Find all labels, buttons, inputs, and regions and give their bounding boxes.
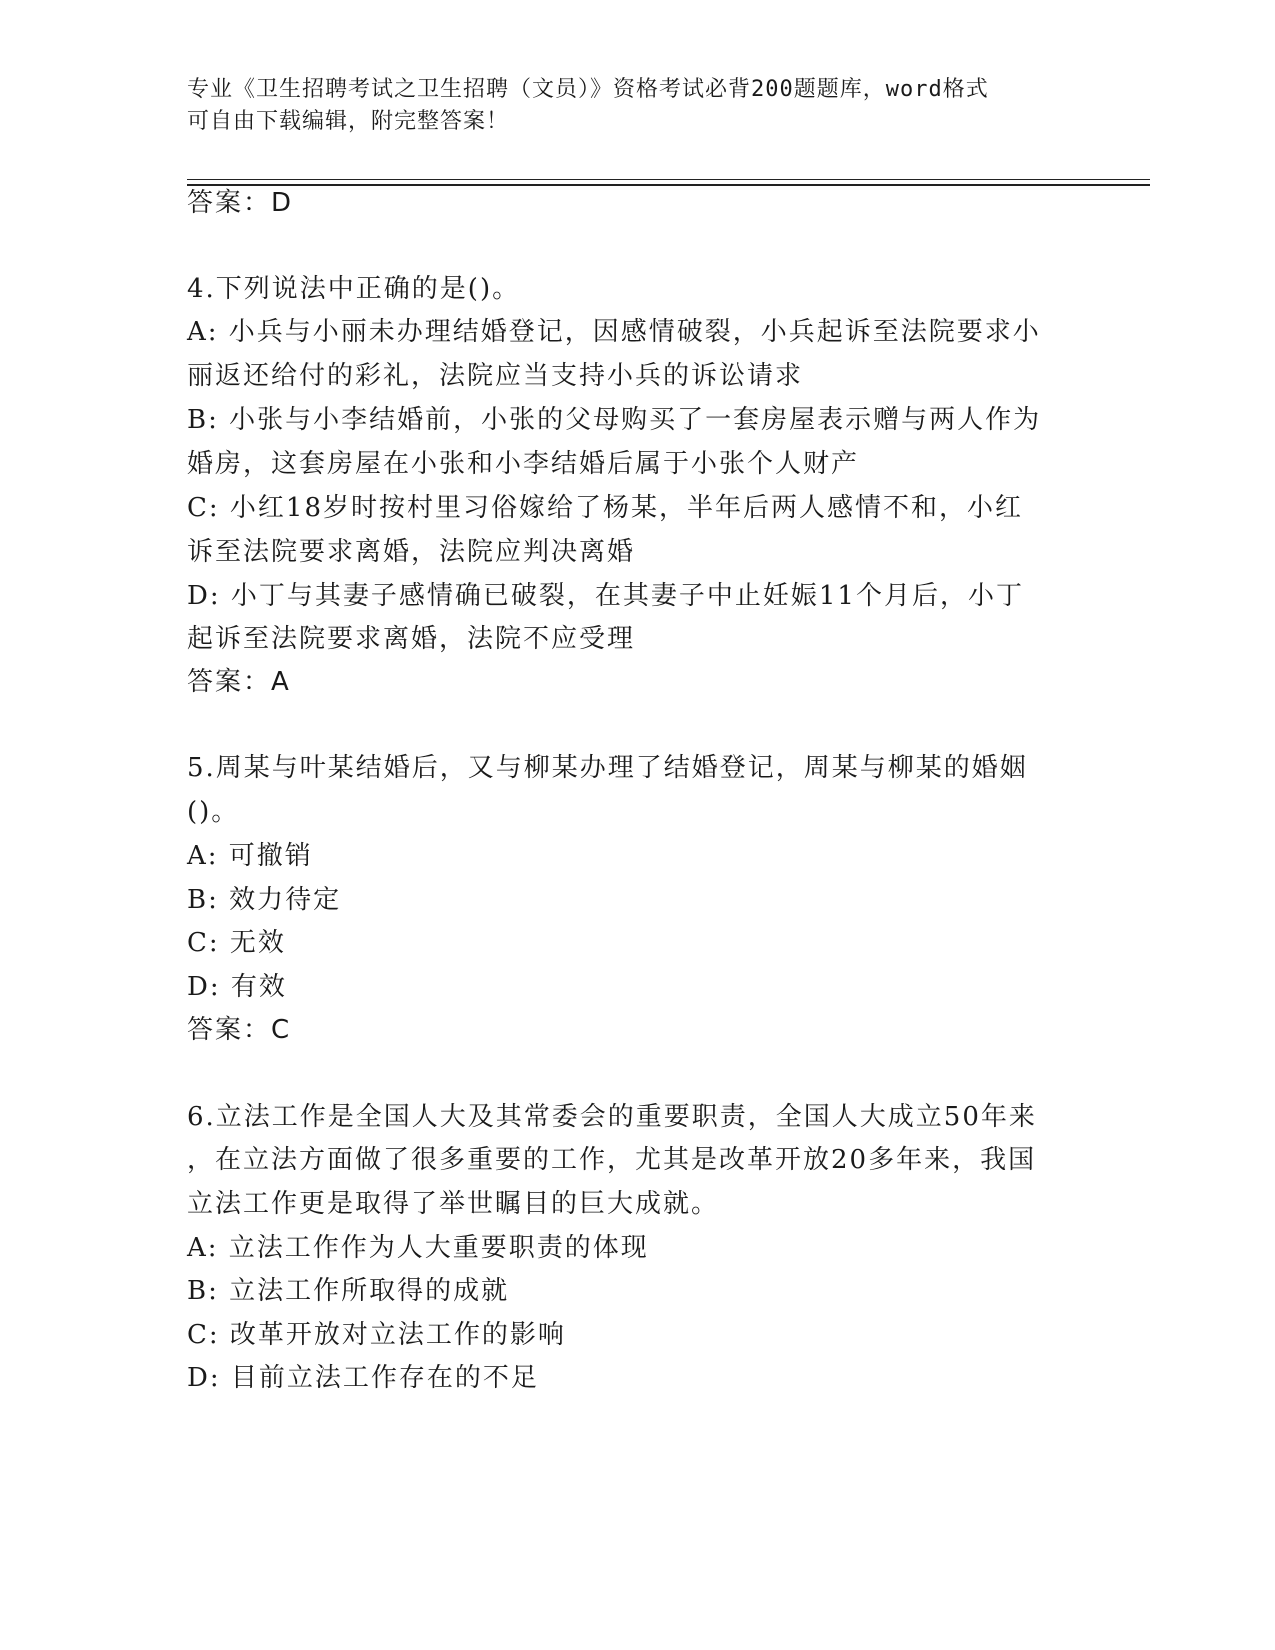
question-stem: 5.周某与叶某结婚后，又与柳某办理了结婚登记，周某与柳某的婚姻 [187,753,1028,783]
option-d: D: 有效 [187,972,287,1002]
option-b-cont: 婚房，这套房屋在小张和小李结婚后属于小张个人财产 [187,449,860,479]
answer: 答案：C [187,1015,292,1045]
question-stem: 6.立法工作是全国人大及其常委会的重要职责，全国人大成立50年来 [187,1102,1037,1132]
option-c: C: 无效 [187,928,286,958]
option-c-cont: 诉至法院要求离婚，法院应判决离婚 [187,537,636,567]
option-d: D: 目前立法工作存在的不足 [187,1363,539,1393]
header-divider-thin [187,179,1150,180]
question-stem-cont: ()。 [187,797,240,827]
question-stem: 4.下列说法中正确的是()。 [187,274,521,304]
option-b: B: 效力待定 [187,885,342,915]
option-c: C: 小红18岁时按村里习俗嫁给了杨某，半年后两人感情不和，小红 [187,493,1024,523]
option-a: A: 可撤销 [187,841,313,871]
document-header [187,74,1067,138]
option-a: A: 小兵与小丽未办理结婚登记，因感情破裂，小兵起诉至法院要求小 [187,317,1041,347]
header-line-2: 可自由下载编辑，附完整答案！ [187,109,510,134]
option-d: D: 小丁与其妻子感情确已破裂，在其妻子中止妊娠11个月后，小丁 [187,581,1024,611]
previous-answer: 答案：D [187,188,294,218]
answer: 答案：A [187,667,291,697]
question-stem-cont: ，在立法方面做了很多重要的工作，尤其是改革开放20多年来，我国 [187,1145,1037,1175]
header-line-1: 专业《卫生招聘考试之卫生招聘（文员）》资格考试必背200题题库，word格式 [187,77,989,102]
option-b: B: 小张与小李结婚前，小张的父母购买了一套房屋表示赠与两人作为 [187,405,1042,435]
option-b: B: 立法工作所取得的成就 [187,1276,510,1306]
option-c: C: 改革开放对立法工作的影响 [187,1320,566,1350]
option-d-cont: 起诉至法院要求离婚，法院不应受理 [187,624,636,654]
option-a-cont: 丽返还给付的彩礼，法院应当支持小兵的诉讼请求 [187,361,804,391]
question-stem-cont: 立法工作更是取得了举世瞩目的巨大成就。 [187,1189,720,1219]
header-divider-thick [187,184,1150,186]
option-a: A: 立法工作作为人大重要职责的体现 [187,1233,649,1263]
